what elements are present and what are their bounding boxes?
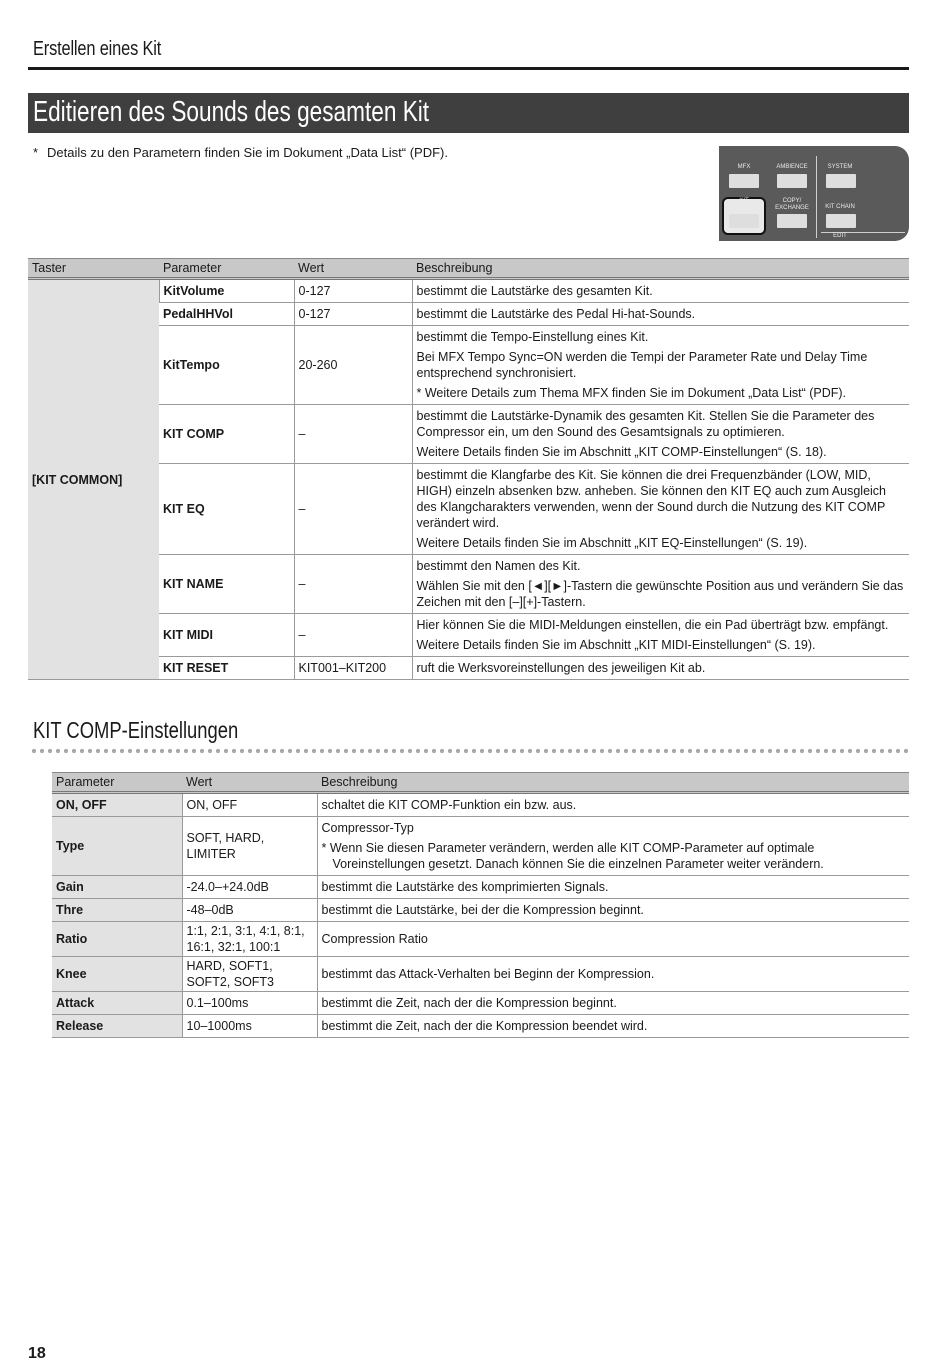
panel-label-kit-common-line1: KIT xyxy=(739,198,749,204)
param-value: 0-127 xyxy=(294,303,412,326)
table-row xyxy=(52,899,909,922)
column-header-beschreibung: Beschreibung xyxy=(412,259,909,279)
description-line: bestimmt die Lautstärke des komprimierten Signals. xyxy=(321,880,609,894)
param-name: Knee xyxy=(52,957,182,992)
param-name: Type xyxy=(52,817,182,876)
panel-button-ambience xyxy=(777,174,807,188)
param-description xyxy=(317,876,909,899)
param-description xyxy=(317,899,909,922)
kit-comp-parameter-table xyxy=(52,772,909,1038)
description-line: ruft die Werksvoreinstellungen des jeweiligen Kit ab. xyxy=(416,661,706,675)
param-description xyxy=(317,817,909,876)
table-row xyxy=(28,326,909,405)
panel-button-mfx xyxy=(729,174,759,188)
description-line: bestimmt die Lautstärke-Dynamik des gesamten Kit. Stellen Sie die Parameter des Compressor ein, um den Sound des Gesamtsignals zu optimieren. xyxy=(416,409,875,439)
description-line: bestimmt die Lautstärke des gesamten Kit. xyxy=(416,284,653,298)
param-name: KIT NAME xyxy=(159,555,294,614)
description-line: bestimmt den Namen des Kit. xyxy=(416,559,581,573)
description-line: Weitere Details finden Sie im Abschnitt „KIT EQ-Einstellungen“ (S. 19). xyxy=(416,536,808,550)
panel-button-copy-exchange xyxy=(777,214,807,228)
table-row xyxy=(52,876,909,899)
param-value: 0-127 xyxy=(294,279,412,303)
description-line: schaltet die KIT COMP-Funktion ein bzw. aus. xyxy=(321,798,577,812)
chapter-title: Erstellen eines Kit xyxy=(33,38,162,60)
table-row xyxy=(28,303,909,326)
column-header-taster: Taster xyxy=(28,259,159,279)
param-value: – xyxy=(294,555,412,614)
section-title: Editieren des Sounds des gesamten Kit xyxy=(33,96,430,128)
description-line: Compressor-Typ xyxy=(321,821,414,835)
note-marker: * xyxy=(33,145,39,160)
description-line: * Weitere Details zum Thema MFX finden Sie im Dokument „Data List“ (PDF). xyxy=(416,386,847,400)
param-name: PedalHHVol xyxy=(159,303,294,326)
param-name: KIT EQ xyxy=(159,464,294,555)
table-row xyxy=(52,793,909,817)
table-row xyxy=(28,279,909,303)
param-description xyxy=(412,279,909,303)
chapter-rule xyxy=(28,67,909,70)
panel-label-kit-common-line2: COMMON xyxy=(730,205,758,211)
panel-separator xyxy=(816,156,817,238)
param-name: Release xyxy=(52,1015,182,1038)
param-value: -24.0–+24.0dB xyxy=(182,876,317,899)
kit-common-panel-illustration xyxy=(719,146,909,241)
param-value: HARD, SOFT1, SOFT2, SOFT3 xyxy=(182,957,317,992)
description-line: bestimmt die Zeit, nach der die Kompression beendet wird. xyxy=(321,1019,648,1033)
table-row xyxy=(52,992,909,1015)
panel-label-kit-chain: KIT CHAIN xyxy=(825,204,855,210)
description-line: Hier können Sie die MIDI-Meldungen einstellen, die ein Pad überträgt bzw. empfängt. xyxy=(416,618,889,632)
param-value: – xyxy=(294,464,412,555)
param-value: – xyxy=(294,614,412,657)
param-description xyxy=(412,464,909,555)
panel-label-system: SYSTEM xyxy=(827,164,853,170)
table-row xyxy=(28,657,909,680)
column-header-beschreibung: Beschreibung xyxy=(317,773,909,793)
param-name: KIT MIDI xyxy=(159,614,294,657)
description-line: bestimmt die Lautstärke des Pedal Hi-hat-Sounds. xyxy=(416,307,696,321)
param-value: KIT001–KIT200 xyxy=(294,657,412,680)
table-row xyxy=(52,1015,909,1038)
dotted-divider xyxy=(30,748,910,754)
description-line: bestimmt die Klangfarbe des Kit. Sie können die drei Frequenzbänder (LOW, MID, HIGH) einzeln absenken bzw. anheben. Sie können den KIT EQ auch zum Ausgleich des Klangcharakters verwenden, wenn der Sound durch die Nutzung des KIT COMP verändert wird. xyxy=(416,468,887,530)
param-value: 10–1000ms xyxy=(182,1015,317,1038)
param-description xyxy=(317,922,909,957)
section-title-bar xyxy=(28,93,909,133)
panel-button-kit-chain xyxy=(826,214,856,228)
description-line: Bei MFX Tempo Sync=ON werden die Tempi der Parameter Rate und Delay Time entsprechend synchronisiert. xyxy=(416,350,868,380)
param-name: Attack xyxy=(52,992,182,1015)
param-value: -48–0dB xyxy=(182,899,317,922)
table-row xyxy=(28,405,909,464)
param-name: KIT COMP xyxy=(159,405,294,464)
column-header-parameter: Parameter xyxy=(159,259,294,279)
description-line: Compression Ratio xyxy=(321,932,428,946)
table-row xyxy=(28,614,909,657)
table-row xyxy=(28,555,909,614)
param-value: ON, OFF xyxy=(182,793,317,817)
param-description xyxy=(317,793,909,817)
kit-common-parameter-table xyxy=(28,258,909,680)
param-description xyxy=(412,614,909,657)
description-line: bestimmt die Lautstärke, bei der die Kompression beginnt. xyxy=(321,903,644,917)
param-name: Gain xyxy=(52,876,182,899)
table-row xyxy=(52,817,909,876)
param-description xyxy=(317,1015,909,1038)
table-row xyxy=(52,957,909,992)
param-description xyxy=(412,326,909,405)
description-line: bestimmt die Zeit, nach der die Kompression beginnt. xyxy=(321,996,617,1010)
panel-label-ambience: AMBIENCE xyxy=(776,164,808,170)
column-header-wert: Wert xyxy=(294,259,412,279)
panel-label-copy-line1: COPY/ xyxy=(782,198,802,204)
param-description xyxy=(412,405,909,464)
column-header-wert: Wert xyxy=(182,773,317,793)
description-line: Weitere Details finden Sie im Abschnitt „KIT MIDI-Einstellungen“ (S. 19). xyxy=(416,638,816,652)
table-row xyxy=(28,464,909,555)
param-value: – xyxy=(294,405,412,464)
panel-label-kit-common xyxy=(722,198,766,212)
taster-cell: [KIT COMMON] xyxy=(28,279,159,680)
param-description xyxy=(412,303,909,326)
param-name: Ratio xyxy=(52,922,182,957)
description-line: Wählen Sie mit den [◄][►]-Tastern die gewünschte Position aus und verändern Sie das Zeichen mit den [–][+]-Tastern. xyxy=(416,579,904,609)
param-description xyxy=(412,657,909,680)
panel-label-copy-exchange xyxy=(770,198,814,212)
panel-label-copy-line2: EXCHANGE xyxy=(775,205,809,211)
table-row xyxy=(52,922,909,957)
column-header-parameter: Parameter xyxy=(52,773,182,793)
param-value: 20-260 xyxy=(294,326,412,405)
param-name: Thre xyxy=(52,899,182,922)
section-note xyxy=(33,145,448,160)
panel-button-kit-common xyxy=(729,214,759,228)
param-description xyxy=(317,957,909,992)
param-value: 0.1–100ms xyxy=(182,992,317,1015)
description-line: * Wenn Sie diesen Parameter verändern, werden alle KIT COMP-Parameter auf optimale Voreinstellungen gesetzt. Danach können Sie die einzelnen Parameter weiter verändern. xyxy=(321,841,824,871)
panel-label-mfx: MFX xyxy=(737,164,751,170)
param-name: KitVolume xyxy=(159,279,294,303)
panel-button-system xyxy=(826,174,856,188)
param-name: KIT RESET xyxy=(159,657,294,680)
param-name: KitTempo xyxy=(159,326,294,405)
description-line: Weitere Details finden Sie im Abschnitt „KIT COMP-Einstellungen“ (S. 18). xyxy=(416,445,827,459)
param-description xyxy=(412,555,909,614)
param-value: 1:1, 2:1, 3:1, 4:1, 8:1, 16:1, 32:1, 100:1 xyxy=(182,922,317,957)
param-value: SOFT, HARD, LIMITER xyxy=(182,817,317,876)
panel-label-edit: EDIT xyxy=(833,233,847,239)
description-line: bestimmt das Attack-Verhalten bei Beginn der Kompression. xyxy=(321,967,655,981)
param-name: ON, OFF xyxy=(52,793,182,817)
description-line: bestimmt die Tempo-Einstellung eines Kit. xyxy=(416,330,649,344)
note-text: Details zu den Parametern finden Sie im Dokument „Data List“ (PDF). xyxy=(47,145,448,160)
comp-section-title: KIT COMP-Einstellungen xyxy=(33,717,239,743)
param-description xyxy=(317,992,909,1015)
page-number: 18 xyxy=(28,1345,46,1362)
